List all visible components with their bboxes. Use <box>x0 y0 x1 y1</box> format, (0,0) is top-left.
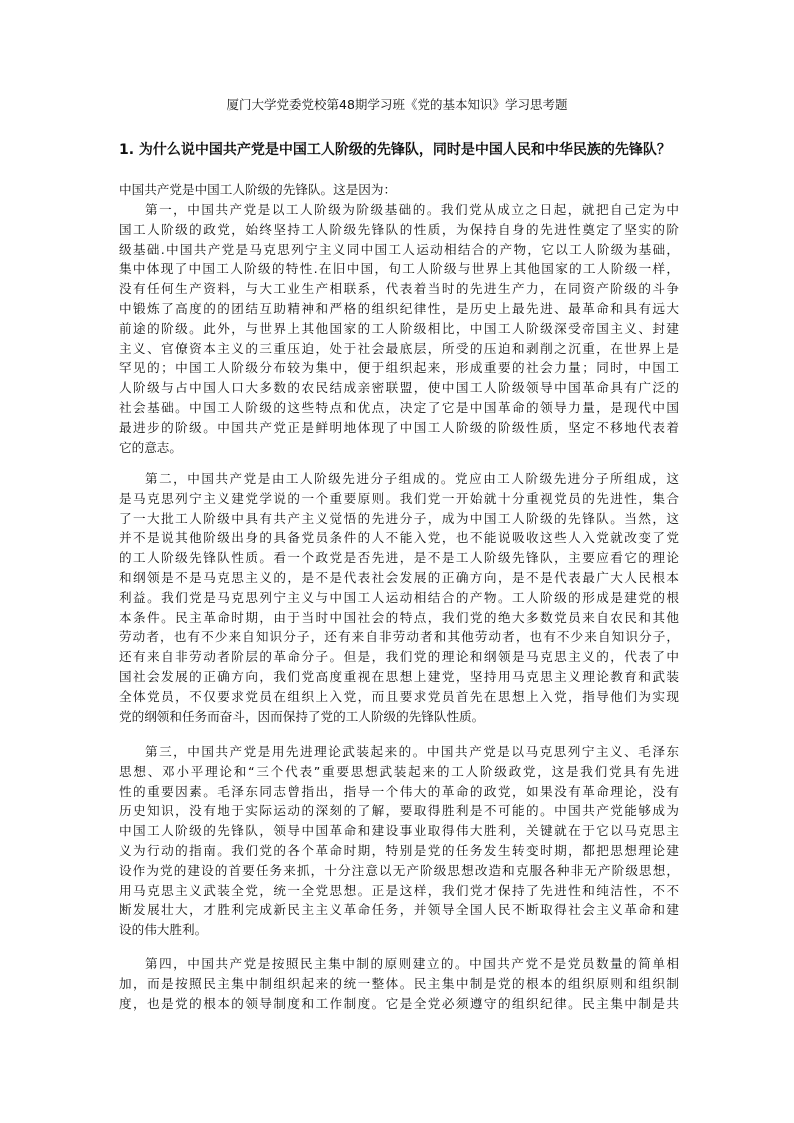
paragraph-line: 社会基础。中国工人阶级的这些特点和优点，决定了它是中国革命的领导力量，是现代中国 <box>119 399 679 415</box>
paragraph-line: 第四，中国共产党是按照民主集中制的原则建立的。中国共产党不是党员数量的简单相 <box>145 956 679 971</box>
paragraph-3 <box>119 742 679 940</box>
paragraph-line: 国社会发展的正确方向，我们党高度重视在思想上建党，坚持用马克思主义理论教育和武装 <box>119 668 679 684</box>
paragraph-line: 党的纲领和任务而奋斗，因而保持了党的工人阶级的先锋队性质。 <box>119 708 485 724</box>
paragraph-line: 它的意志。 <box>119 439 182 455</box>
paragraph-2 <box>119 469 679 726</box>
paragraph-line: 设作为党的建设的首要任务来抓，十分注意以无产阶级思想改造和克服各种非无产阶级思想， <box>119 862 679 878</box>
paragraph-line: 断发展壮大，才胜利完成新民主主义革命任务，并领导全国人民不断取得社会主义革命和建 <box>119 902 679 918</box>
paragraph-line: 本条件。民主革命时期，由于当时中国社会的特点，我们党的绝大多数党员来自农民和其他 <box>119 609 679 625</box>
paragraph-line: 思想、邓小平理论和“三个代表”重要思想武装起来的工人阶级政党，这是我们党具有先进 <box>119 763 679 779</box>
paragraph-line: 前途的阶级。此外，与世界上其他国家的工人阶级相比，中国工人阶级深受帝国主义、封建 <box>119 320 679 336</box>
paragraph-line: 中国工人阶级的先锋队，领导中国革命和建设事业取得伟大胜利，关键就在于它以马克思主 <box>119 823 679 839</box>
paragraph-line: 国工人阶级的政党，始终坚持工人阶级先锋队的性质，为保持自身的先进性奠定了坚实的阶 <box>119 221 679 237</box>
paragraph-line: 第一，中国共产党是以工人阶级为阶级基础的。我们党从成立之日起，就把自己定为中 <box>145 202 679 217</box>
paragraph-line: 和纲领是不是马克思主义的，是不是代表社会发展的正确方向，是不是代表最广大人民根本 <box>119 569 679 585</box>
paragraph-line: 加，而是按照民主集中制组织起来的统一整体。民主集中制是党的根本的组织原则和组织制 <box>119 975 679 991</box>
paragraph-line: 第二，中国共产党是由工人阶级先进分子组成的。党应由工人阶级先进分子所组成，这 <box>145 471 679 486</box>
paragraph-line: 人阶级与占中国人口大多数的农民结成亲密联盟，使中国工人阶级领导中国革命具有广泛的 <box>119 380 679 396</box>
paragraph-line: 最进步的阶级。中国共产党正是鲜明地体现了中国工人阶级的阶级性质，坚定不移地代表着 <box>119 419 679 435</box>
paragraph-line: 设的伟大胜利。 <box>119 922 208 938</box>
paragraph-line: 性的重要因素。毛泽东同志曾指出，指导一个伟大的革命的政党，如果没有革命理论，没有 <box>119 783 679 799</box>
question-heading: 1. 为什么说中国共产党是中国工人阶级的先锋队，同时是中国人民和中华民族的先锋队？ <box>119 142 671 158</box>
paragraph-line: 是马克思列宁主义建党学说的一个重要原则。我们党一开始就十分重视党员的先进性，集合 <box>119 490 679 506</box>
paragraph-line: 还有来自非劳动者阶层的革命分子。但是，我们党的理论和纲领是马克思主义的，代表了中 <box>119 649 679 665</box>
paragraph-line: 利益。我们党是马克思列宁主义与中国工人运动相结合的产物。工人阶级的形成是建党的根 <box>119 589 679 605</box>
intro-text: 中国共产党是中国工人阶级的先锋队。这是因为： <box>119 182 397 197</box>
paragraph-1 <box>119 200 679 457</box>
document-title: 厦门大学党委党校第48期学习班《党的基本知识》学习思考题 <box>226 97 568 112</box>
paragraph-line: 集中体现了中国工人阶级的特性.在旧中国，旬工人阶级与世界上其他国家的工人阶级一样， <box>119 261 679 277</box>
paragraph-line: 的工人阶级先锋队性质。看一个政党是否先进，是不是工人阶级先锋队，主要应看它的理论 <box>119 550 679 566</box>
paragraph-line: 用马克思主义武装全党，统一全党思想。正是这样，我们党才保持了先进性和纯洁性，不不 <box>119 882 679 898</box>
paragraph-line: 主义、官僚资本主义的三重压迫，处于社会最底层，所受的压迫和剥削之沉重，在世界上是 <box>119 340 679 356</box>
paragraph-line: 劳动者，也有不少来自知识分子，还有来自非劳动者和其他劳动者，也有不少来自知识分子， <box>119 629 679 645</box>
paragraph-line: 中锻炼了高度的的团结互助精神和严格的组织纪律性，是历史上最先进、最革命和具有远大 <box>119 300 679 316</box>
paragraph-line: 度，也是党的根本的领导制度和工作制度。它是全党必须遵守的组织纪律。民主集中制是共 <box>119 995 679 1011</box>
paragraph-4 <box>119 954 679 1013</box>
paragraph-line: 并不是说其他阶级出身的具备党员条件的人不能入党，也不能说吸收这些人入党就改变了党 <box>119 530 679 546</box>
paragraph-line: 没有任何生产资料，与大工业生产相联系，代表着当时的先进生产力，在同资产阶级的斗争 <box>119 281 679 297</box>
paragraph-line: 了一大批工人阶级中具有共产主义觉悟的先进分子，成为中国工人阶级的先锋队。当然，这 <box>119 510 679 526</box>
paragraph-line: 历史知识，没有地于实际运动的深刻的了解，要取得胜利是不可能的。中国共产党能够成为 <box>119 803 679 819</box>
paragraph-line: 第三，中国共产党是用先进理论武装起来的。中国共产党是以马克思列宁主义、毛泽东 <box>145 744 679 759</box>
paragraph-line: 义为行动的指南。我们党的各个革命时期，特别是党的任务发生转变时期，都把思想理论建 <box>119 842 679 858</box>
paragraph-line: 罕见的；中国工人阶级分布较为集中，便于组织起来，形成重要的社会力量；同时，中国工 <box>119 360 679 376</box>
paragraph-line: 级基础.中国共产党是马克思列宁主义同中国工人运动相结合的产物，它以工人阶级为基础， <box>119 241 679 257</box>
paragraph-line: 全体党员，不仅要求党员在组织上入党，而且要求党员首先在思想上入党，指导他们为实现 <box>119 688 679 704</box>
